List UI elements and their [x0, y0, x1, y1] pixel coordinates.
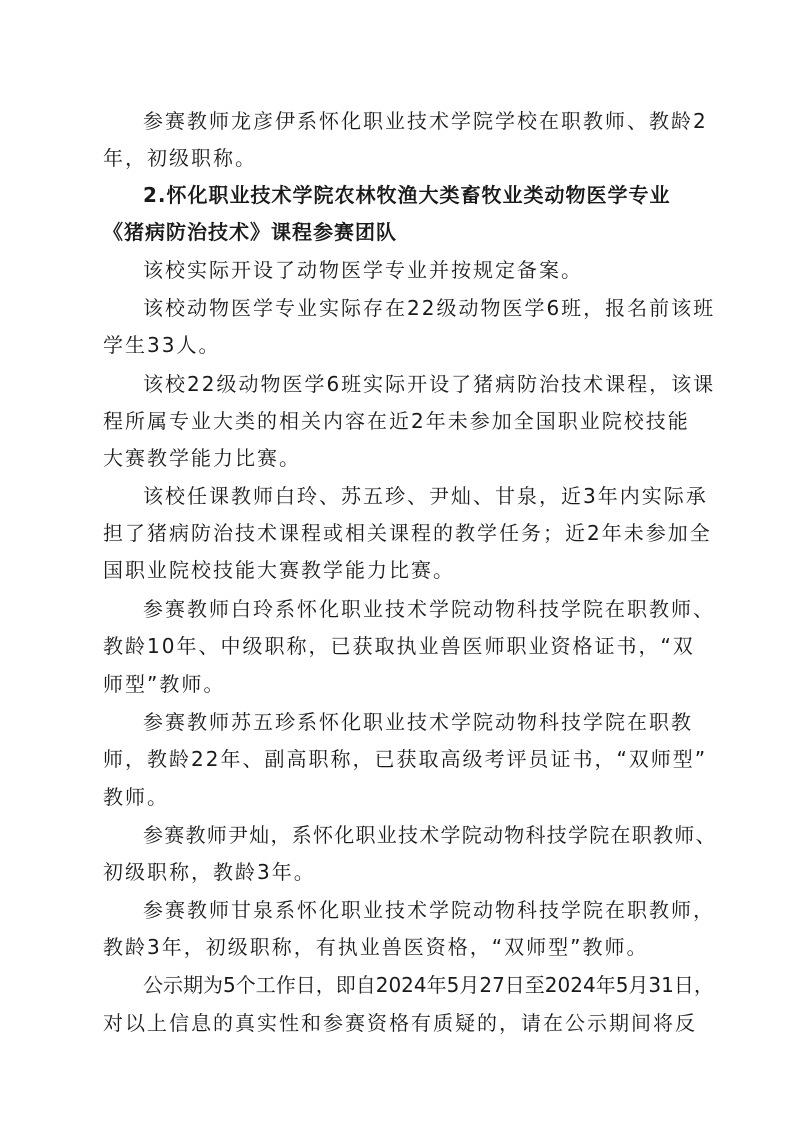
paragraph-line: 学生33人。	[103, 333, 221, 357]
paragraph-line: 教龄3年，初级职称，有执业兽医资格，“双师型”教师。	[103, 935, 649, 959]
paragraph-line: 对以上信息的真实性和参赛资格有质疑的，请在公示期间将反	[103, 1011, 697, 1035]
paragraph-line: 参赛教师白玲系怀化职业技术学院动物科技学院在职教师、	[143, 597, 715, 621]
paragraph-line: 参赛教师甘泉系怀化职业技术学院动物科技学院在职教师，	[143, 898, 715, 922]
paragraph-line: 该校实际开设了动物医学专业并按规定备案。	[143, 258, 583, 282]
paragraph-line: 师型”教师。	[103, 672, 226, 696]
paragraph-line: 年，初级职称。	[103, 146, 257, 170]
paragraph-line: 教师。	[103, 785, 169, 809]
paragraph-line: 公示期为5个工作日，即自2024年5月27日至2024年5月31日，	[143, 973, 714, 997]
paragraph-line: 参赛教师龙彦伊系怀化职业技术学院学校在职教师、教龄2	[143, 109, 708, 133]
paragraph-line: 程所属专业大类的相关内容在近2年未参加全国职业院校技能	[103, 409, 690, 433]
paragraph-line: 国职业院校技能大赛教学能力比赛。	[103, 558, 455, 582]
paragraph-line: 师，教龄22年、副高职称，已获取高级考评员证书，“双师型”	[103, 747, 708, 771]
section-heading: 2.怀化职业技术学院农林牧渔大类畜牧业类动物医学专业	[143, 183, 671, 207]
paragraph-line: 该校任课教师白玲、苏五珍、尹灿、甘泉，近3年内实际承	[143, 484, 708, 508]
paragraph-line: 该校动物医学专业实际存在22级动物医学6班，报名前该班	[143, 296, 716, 320]
paragraph-line: 担了猪病防治技术课程或相关课程的教学任务；近2年未参加全	[103, 521, 712, 545]
paragraph-line: 教龄10年、中级职称，已获取执业兽医师职业资格证书，“双	[103, 634, 695, 658]
section-heading: 《猪病防治技术》课程参赛团队	[103, 220, 397, 244]
paragraph-line: 大赛教学能力比赛。	[103, 446, 301, 470]
paragraph-line: 参赛教师苏五珍系怀化职业技术学院动物科技学院在职教	[143, 710, 693, 734]
paragraph-line: 该校22级动物医学6班实际开设了猪病防治技术课程，该课	[143, 372, 716, 396]
paragraph-line: 参赛教师尹灿，系怀化职业技术学院动物科技学院在职教师、	[143, 823, 717, 847]
paragraph-line: 初级职称，教龄3年。	[103, 860, 316, 884]
